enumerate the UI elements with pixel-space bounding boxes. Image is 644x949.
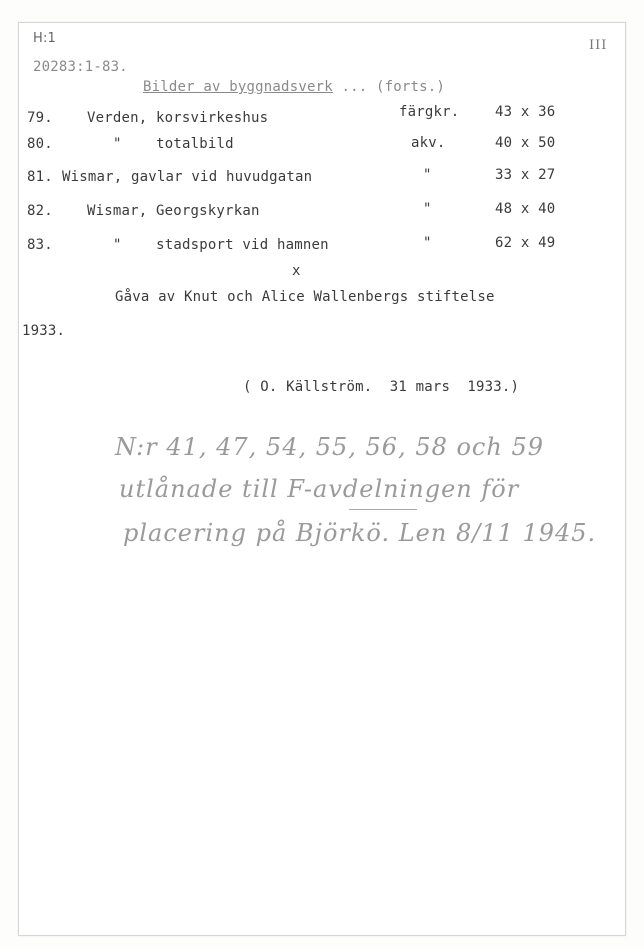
entry-title: Verden, korsvirkeshus [87,110,269,126]
entry-number: 81. [27,169,53,185]
section-heading-title: Bilder av byggnadsverk [143,79,333,95]
catalog-number: 20283:1-83. [33,59,128,75]
entry-size: 40 x 50 [495,135,556,151]
entry-number: 80. [27,136,53,152]
entry-technique: akv. [411,135,446,151]
entry-size: 62 x 49 [495,235,556,251]
entry-title: " totalbild [113,136,234,152]
entry-technique: " [423,235,432,251]
entry-technique: " [423,201,432,217]
handwritten-line-2: utlånade till F-avdelningen för [119,475,520,503]
entry-size: 43 x 36 [495,104,556,120]
handwritten-underline [349,509,417,510]
catalog-card [18,22,626,936]
entry-title: " stadsport vid hamnen [113,237,329,253]
gift-note: Gåva av Knut och Alice Wallenbergs stiftelse [115,289,495,305]
entry-title: Wismar, Georgskyrkan [87,203,260,219]
section-heading [143,79,445,95]
entry-technique: " [423,167,432,183]
volume-number: III [589,38,608,53]
entry-size: 48 x 40 [495,201,556,217]
corner-mark: H:1 [33,31,57,46]
entry-size: 33 x 27 [495,167,556,183]
section-heading-suffix: ... (forts.) [341,79,446,95]
entry-technique: färgkr. [399,104,460,120]
separator-mark: x [292,263,301,279]
entry-title: Wismar, gavlar vid huvudgatan [62,169,313,185]
entry-number: 82. [27,203,53,219]
cataloguer-signature: ( O. Källström. 31 mars 1933.) [243,379,520,395]
handwritten-line-1: N:r 41, 47, 54, 55, 56, 58 och 59 [115,433,544,461]
entry-number: 79. [27,110,53,126]
handwritten-line-3: placering på Björkö. Len 8/11 1945. [123,519,597,547]
gift-year: 1933. [22,323,66,339]
entry-number: 83. [27,237,53,253]
